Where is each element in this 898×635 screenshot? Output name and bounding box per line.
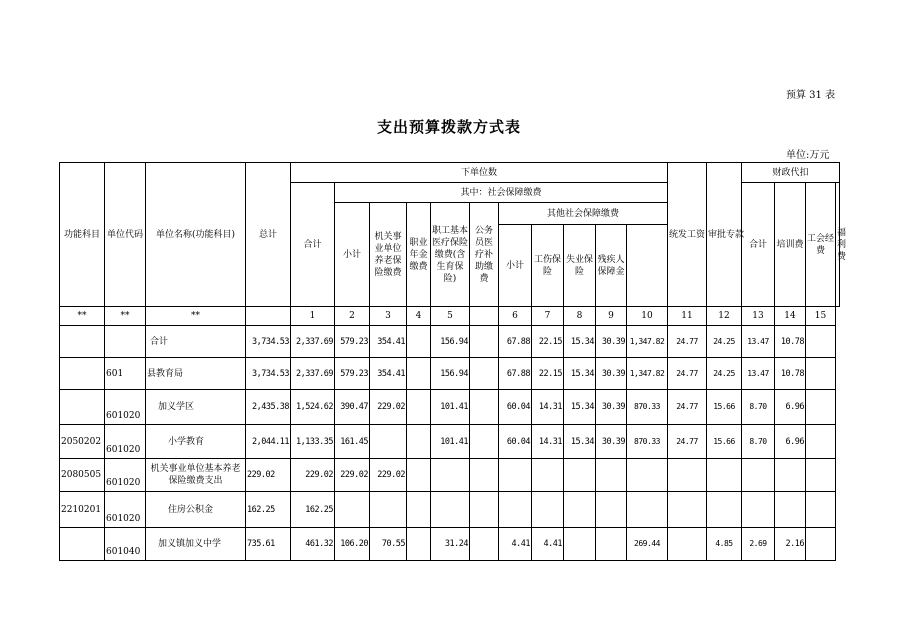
header-training: 培训费 <box>775 183 806 307</box>
data-cell: 354.41 <box>370 358 407 390</box>
data-cell: 870.33 <box>627 390 668 425</box>
index-cell: 12 <box>707 307 742 326</box>
data-cell <box>370 425 407 459</box>
data-cell: 15.34 <box>564 425 596 459</box>
data-cell: 1,347.82 <box>627 358 668 390</box>
header-spacer <box>627 225 668 307</box>
data-cell <box>407 358 431 390</box>
header-social-insurance: 其中：社会保障缴费 <box>335 183 668 203</box>
header-finance-agent: 财政代扣 <box>742 163 840 183</box>
data-cell: 24.77 <box>668 425 707 459</box>
header-annuity: 职业年金缴费 <box>407 203 431 307</box>
index-cell: 11 <box>668 307 707 326</box>
data-cell <box>470 492 499 528</box>
unit-name-cell: 小学教育 <box>146 425 246 459</box>
unit-name-cell: 加义镇加义中学 <box>146 528 246 561</box>
data-cell: 30.39 <box>596 326 627 358</box>
unit-code-cell: 601040 <box>105 528 146 561</box>
index-cell: ** <box>105 307 146 326</box>
data-cell <box>806 358 836 390</box>
data-cell <box>470 390 499 425</box>
data-cell <box>707 492 742 528</box>
header-disability: 残疾人保障金 <box>596 225 627 307</box>
data-cell: 22.15 <box>532 326 564 358</box>
unit-name-cell: 机关事业单位基本养老保险缴费支出 <box>146 459 246 492</box>
data-cell <box>564 492 596 528</box>
data-cell: 101.41 <box>431 390 470 425</box>
data-cell: 106.20 <box>335 528 370 561</box>
data-cell <box>627 459 668 492</box>
index-cell <box>470 307 499 326</box>
data-cell: 67.88 <box>499 326 532 358</box>
data-cell <box>806 326 836 358</box>
data-cell <box>806 492 836 528</box>
index-cell: 6 <box>499 307 532 326</box>
data-cell: 13.47 <box>742 326 775 358</box>
data-cell: 24.77 <box>668 390 707 425</box>
data-cell: 15.34 <box>564 358 596 390</box>
index-cell: 4 <box>407 307 431 326</box>
func-code-cell: 2210201 <box>60 492 105 528</box>
index-cell: 9 <box>596 307 627 326</box>
table-row <box>60 358 840 390</box>
header-injury: 工伤保险 <box>532 225 564 307</box>
table-row <box>60 425 840 459</box>
data-cell: 390.47 <box>335 390 370 425</box>
data-cell: 30.39 <box>596 390 627 425</box>
data-cell: 101.41 <box>431 425 470 459</box>
data-cell: 1,347.82 <box>627 326 668 358</box>
data-cell: 14.31 <box>532 390 564 425</box>
data-cell: 24.25 <box>707 358 742 390</box>
data-cell <box>499 459 532 492</box>
data-cell: 229.02 <box>370 459 407 492</box>
data-cell: 13.47 <box>742 358 775 390</box>
data-cell: 2,044.11 <box>246 425 291 459</box>
header-unemployment: 失业保险 <box>564 225 596 307</box>
index-cell: 15 <box>806 307 836 326</box>
data-cell <box>431 492 470 528</box>
unit-code-cell: 601020 <box>105 492 146 528</box>
data-cell <box>742 492 775 528</box>
unit-code-cell: 601020 <box>105 390 146 425</box>
header-unit-code: 单位代码 <box>105 163 146 307</box>
data-cell <box>370 492 407 528</box>
data-cell <box>742 459 775 492</box>
table-row <box>60 459 840 492</box>
data-cell: 3,734.53 <box>246 326 291 358</box>
data-cell: 1,133.35 <box>291 425 335 459</box>
table-row <box>60 390 840 425</box>
unit-code-cell: 601 <box>105 358 146 390</box>
data-cell <box>431 459 470 492</box>
data-cell <box>407 425 431 459</box>
data-cell: 1,524.62 <box>291 390 335 425</box>
func-code-cell: 2080505 <box>60 459 105 492</box>
index-cell: 2 <box>335 307 370 326</box>
budget-table <box>59 162 847 561</box>
data-cell <box>407 528 431 561</box>
data-cell <box>668 492 707 528</box>
func-code-cell <box>60 390 105 425</box>
data-cell: 15.34 <box>564 326 596 358</box>
data-cell: 10.78 <box>775 326 806 358</box>
data-cell: 870.33 <box>627 425 668 459</box>
header-lower-total: 合计 <box>291 183 335 307</box>
data-cell: 6.96 <box>775 425 806 459</box>
data-cell: 4.41 <box>499 528 532 561</box>
data-cell: 3,734.53 <box>246 358 291 390</box>
unit-name-cell: 住房公积金 <box>146 492 246 528</box>
data-cell: 24.25 <box>707 326 742 358</box>
table-number: 预算 31 表 <box>786 90 836 101</box>
page-title: 支出预算拨款方式表 <box>376 118 521 136</box>
header-pension: 机关事业单位养老保险缴费 <box>370 203 407 307</box>
data-cell: 2.16 <box>775 528 806 561</box>
table-row <box>60 528 840 561</box>
data-cell: 156.94 <box>431 326 470 358</box>
index-row <box>60 307 840 326</box>
data-cell: 229.02 <box>370 390 407 425</box>
header-medical: 职工基本医疗保险缴费(含生育保险) <box>431 203 470 307</box>
header-func-code: 功能科目 <box>60 163 105 307</box>
index-cell <box>246 307 291 326</box>
index-cell: 5 <box>431 307 470 326</box>
header-union: 工会经费 <box>806 183 836 307</box>
data-cell: 735.61 <box>246 528 291 561</box>
data-cell <box>806 425 836 459</box>
header-civil-medical: 公务员医疗补助缴费 <box>470 203 499 307</box>
index-cell: 3 <box>370 307 407 326</box>
data-cell: 6.96 <box>775 390 806 425</box>
data-cell: 156.94 <box>431 358 470 390</box>
data-cell: 229.02 <box>335 459 370 492</box>
data-cell: 579.23 <box>335 326 370 358</box>
data-cell: 24.77 <box>668 358 707 390</box>
data-cell <box>499 492 532 528</box>
unit-name-cell: 县教育局 <box>146 358 246 390</box>
unit-code-cell <box>105 326 146 358</box>
index-cell: 1 <box>291 307 335 326</box>
data-cell: 31.24 <box>431 528 470 561</box>
data-cell <box>407 390 431 425</box>
data-cell <box>470 326 499 358</box>
header-other-social: 其他社会保障缴费 <box>499 203 668 225</box>
data-cell <box>407 459 431 492</box>
data-cell <box>806 459 836 492</box>
data-cell <box>470 528 499 561</box>
index-cell: 7 <box>532 307 564 326</box>
func-code-cell: 2050202 <box>60 425 105 459</box>
data-cell: 461.32 <box>291 528 335 561</box>
data-cell: 162.25 <box>291 492 335 528</box>
data-cell: 30.39 <box>596 358 627 390</box>
data-cell: 161.45 <box>335 425 370 459</box>
unit-label: 单位:万元 <box>786 150 830 161</box>
data-cell: 67.88 <box>499 358 532 390</box>
data-cell <box>596 459 627 492</box>
data-cell <box>596 528 627 561</box>
data-cell: 579.23 <box>335 358 370 390</box>
index-cell: 10 <box>627 307 668 326</box>
data-cell <box>470 425 499 459</box>
header-unified-salary: 统发工资 <box>668 163 707 307</box>
data-cell <box>668 528 707 561</box>
data-cell: 2.69 <box>742 528 775 561</box>
func-code-cell <box>60 326 105 358</box>
unit-code-cell: 601020 <box>105 425 146 459</box>
data-cell <box>806 528 836 561</box>
index-cell: 8 <box>564 307 596 326</box>
func-code-cell <box>60 528 105 561</box>
data-cell: 162.25 <box>246 492 291 528</box>
data-cell <box>596 492 627 528</box>
data-cell: 30.39 <box>596 425 627 459</box>
data-cell <box>532 492 564 528</box>
data-cell: 2,337.69 <box>291 358 335 390</box>
data-cell: 4.85 <box>707 528 742 561</box>
header-total: 总计 <box>246 163 291 307</box>
table-row <box>60 492 840 528</box>
data-cell <box>470 459 499 492</box>
data-cell: 229.02 <box>246 459 291 492</box>
unit-code-cell: 601020 <box>105 459 146 492</box>
data-cell <box>564 528 596 561</box>
data-cell <box>775 492 806 528</box>
unit-name-cell: 合计 <box>146 326 246 358</box>
data-cell <box>707 459 742 492</box>
header-unit-name: 单位名称(功能科目) <box>146 163 246 307</box>
header-fin-total: 合计 <box>742 183 775 307</box>
data-cell: 60.04 <box>499 390 532 425</box>
data-cell <box>532 459 564 492</box>
header-welfare: 福利费 <box>836 183 840 307</box>
header-subtotal: 小计 <box>335 203 370 307</box>
header-lower-unit: 下单位数 <box>291 163 668 183</box>
data-cell: 15.66 <box>707 425 742 459</box>
data-cell <box>775 459 806 492</box>
data-cell <box>806 390 836 425</box>
header-other-subtotal: 小计 <box>499 225 532 307</box>
data-cell: 60.04 <box>499 425 532 459</box>
data-cell <box>335 492 370 528</box>
index-cell: ** <box>146 307 246 326</box>
data-cell: 22.15 <box>532 358 564 390</box>
data-cell <box>470 358 499 390</box>
data-cell: 2,435.38 <box>246 390 291 425</box>
data-cell: 4.41 <box>532 528 564 561</box>
data-cell <box>407 326 431 358</box>
data-cell: 229.02 <box>291 459 335 492</box>
unit-name-cell: 加义学区 <box>146 390 246 425</box>
data-cell <box>407 492 431 528</box>
data-cell: 10.78 <box>775 358 806 390</box>
data-cell: 8.70 <box>742 425 775 459</box>
data-cell: 15.34 <box>564 390 596 425</box>
data-cell: 14.31 <box>532 425 564 459</box>
index-cell: 14 <box>775 307 806 326</box>
data-cell: 269.44 <box>627 528 668 561</box>
data-cell: 24.77 <box>668 326 707 358</box>
header-approved-special: 审批专款 <box>707 163 742 307</box>
data-cell: 15.66 <box>707 390 742 425</box>
index-cell: ** <box>60 307 105 326</box>
data-cell <box>564 459 596 492</box>
func-code-cell <box>60 358 105 390</box>
data-cell <box>627 492 668 528</box>
data-cell: 8.70 <box>742 390 775 425</box>
data-cell: 2,337.69 <box>291 326 335 358</box>
data-cell: 70.55 <box>370 528 407 561</box>
table-row <box>60 326 840 358</box>
data-cell <box>668 459 707 492</box>
data-cell: 354.41 <box>370 326 407 358</box>
index-cell: 13 <box>742 307 775 326</box>
